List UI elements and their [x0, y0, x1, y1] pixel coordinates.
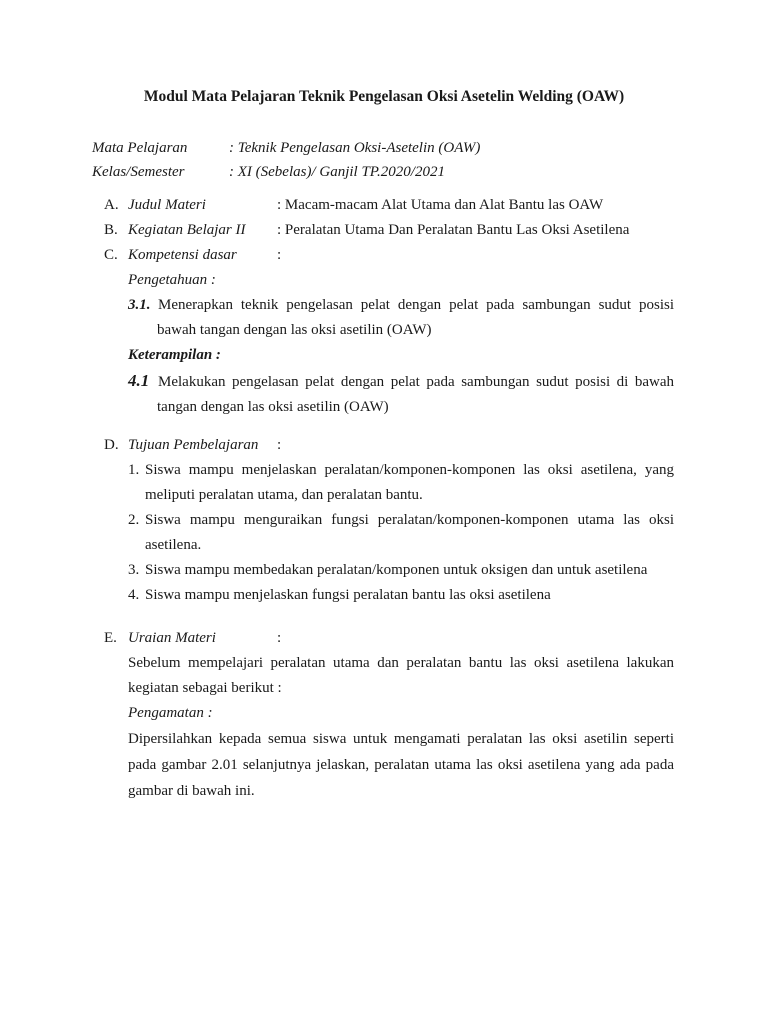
section-d-letter: D. [104, 437, 119, 453]
kd41-number: 4.1 [128, 371, 150, 390]
body-line3: gambar di bawah ini. [128, 783, 255, 799]
page-title: Modul Mata Pelajaran Teknik Pengelasan Oksi Asetelin Welding (OAW) [143, 88, 625, 105]
intro-line1: Sebelum mempelajari peralatan utama dan peralatan bantu las oksi asetilena lakukan [128, 655, 674, 671]
class-value: : XI (Sebelas)/ Ganjil TP.2020/2021 [229, 164, 445, 180]
objective-line1: Siswa mampu menguraikan fungsi peralatan/komponen-komponen utama las oksi [145, 512, 674, 528]
section-a-label: Judul Materi [128, 197, 206, 213]
section-e-letter: E. [104, 630, 117, 646]
kd41-line1: Melakukan pengelasan pelat dengan pelat pada sambungan sudut posisi di bawah [158, 374, 674, 390]
objective-number: 1. [128, 462, 140, 478]
kd31-line2: bawah tangan dengan las oksi asetilin (OAW) [157, 322, 432, 338]
objective-number: 3. [128, 562, 140, 578]
observation-label: Pengamatan : [128, 705, 213, 721]
section-d-colon: : [277, 437, 282, 453]
objective-line2: asetilena. [145, 537, 202, 553]
objective-number: 4. [128, 587, 140, 603]
kd31-line1: Menerapkan teknik pengelasan pelat dengan pelat pada sambungan sudut posisi [158, 297, 674, 313]
skill-label: Keterampilan : [128, 347, 221, 363]
objective-line1: Siswa mampu menjelaskan peralatan/komponen-komponen las oksi asetilena, yang [145, 462, 674, 478]
class-label: Kelas/Semester [92, 164, 185, 180]
section-b-value: : Peralatan Utama Dan Peralatan Bantu Las Oksi Asetilena [277, 222, 630, 238]
subject-value: : Teknik Pengelasan Oksi-Asetelin (OAW) [229, 140, 481, 156]
section-e-colon: : [277, 630, 282, 646]
section-b-letter: B. [104, 222, 118, 238]
section-e-label: Uraian Materi [128, 630, 216, 646]
kd31-number: 3.1. [128, 297, 151, 313]
intro-line2: kegiatan sebagai berikut : [128, 680, 282, 696]
body-line2: pada gambar 2.01 selanjutnya jelaskan, peralatan utama las oksi asetilena yang ada pada [128, 757, 674, 773]
objective-number: 2. [128, 512, 140, 528]
section-d-label: Tujuan Pembelajaran [128, 437, 259, 453]
kd41-line2: tangan dengan las oksi asetilin (OAW) [157, 399, 389, 415]
section-a-letter: A. [104, 197, 119, 213]
section-c-letter: C. [104, 247, 118, 263]
section-a-value: : Macam-macam Alat Utama dan Alat Bantu las OAW [277, 197, 604, 213]
section-c-colon: : [277, 247, 282, 263]
section-c-label: Kompetensi dasar [128, 247, 237, 263]
body-line1: Dipersilahkan kepada semua siswa untuk mengamati peralatan las oksi asetilin seperti [128, 731, 674, 747]
knowledge-label: Pengetahuan : [128, 272, 216, 288]
subject-label: Mata Pelajaran [92, 140, 188, 156]
objective-line2: meliputi peralatan utama, dan peralatan bantu. [145, 487, 423, 503]
objective-line1: Siswa mampu membedakan peralatan/komponen untuk oksigen dan untuk asetilena [145, 562, 648, 578]
objective-line1: Siswa mampu menjelaskan fungsi peralatan bantu las oksi asetilena [145, 587, 551, 603]
section-b-label: Kegiatan Belajar II [128, 222, 246, 238]
